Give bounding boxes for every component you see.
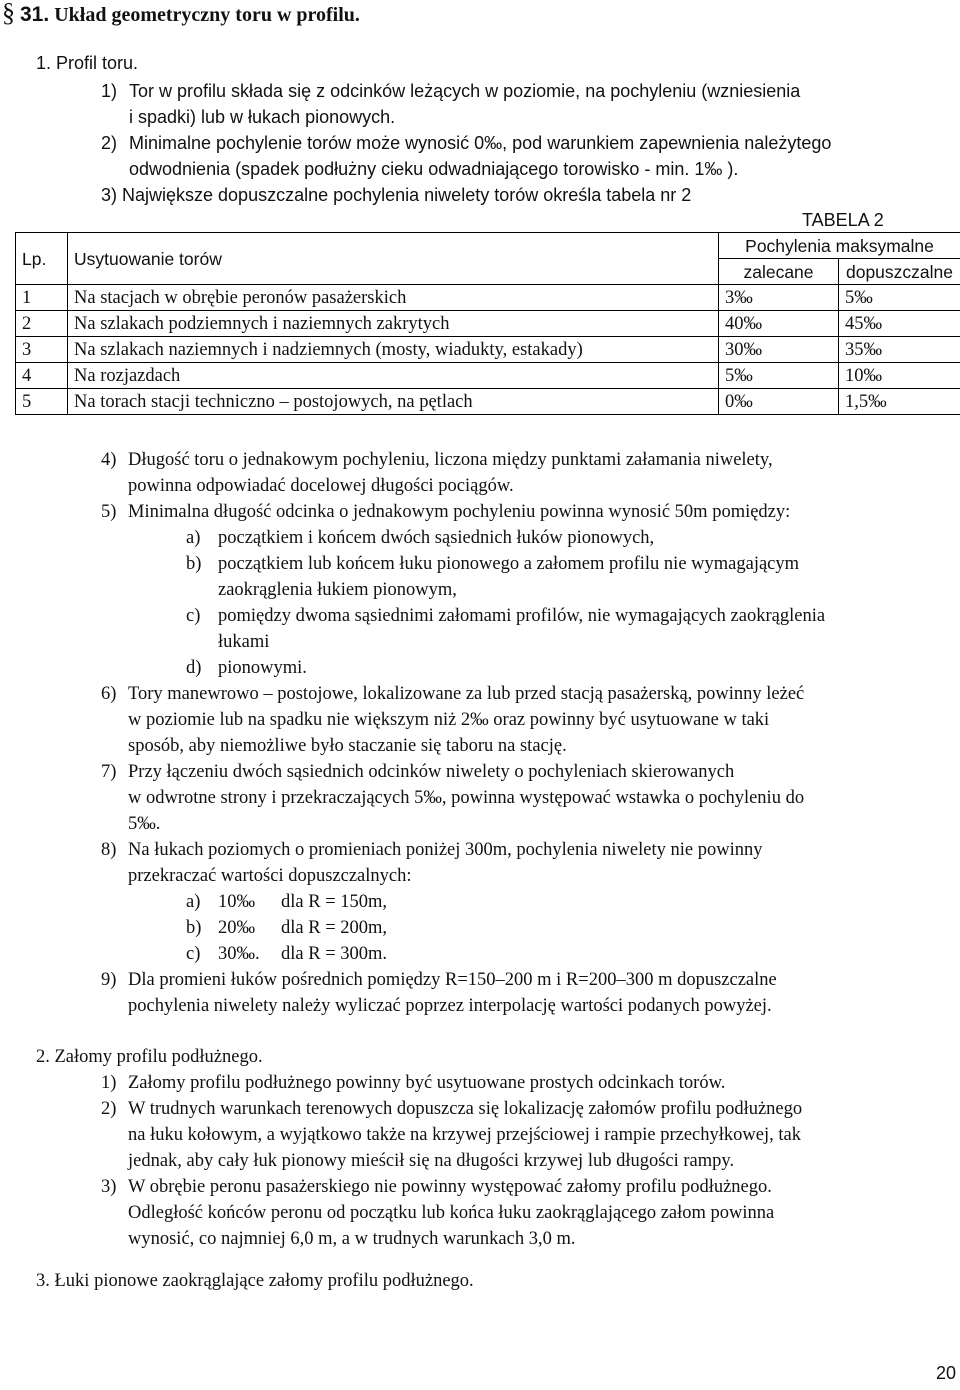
text-line: 5‰. [128, 814, 161, 834]
sub-label: a) [186, 528, 201, 548]
text-line: Tory manewrowo – postojowe, lokalizowane za lub przed stacją pasażerską, powinny leżeć [128, 684, 805, 704]
text-line: odwodnienia (spadek podłużny cieku odwadniającego torowisko - min. 1‰ ). [129, 159, 739, 179]
text-line: początkiem i końcem dwóch sąsiednich łuków pionowych, [218, 528, 655, 548]
cell-allowed: 10‰ [839, 363, 960, 389]
sub-label: c) [186, 944, 201, 964]
table-row [16, 311, 960, 337]
text-line: Długość toru o jednakowym pochyleniu, liczona między punktami załamania niwelety, [128, 450, 773, 470]
grade-condition: dla R = 300m. [281, 944, 388, 964]
grade-value: 30‰. [218, 944, 260, 964]
subsection-heading-2: 2. Załomy profilu podłużnego. [36, 1047, 263, 1067]
subsection-heading-3: 3. Łuki pionowe zaokrąglające załomy profilu podłużnego. [36, 1271, 474, 1291]
cell-recommended: 0‰ [719, 389, 839, 415]
paragraph-1-9 [128, 967, 956, 1019]
sub-label: b) [186, 554, 202, 574]
text-line: Na łukach poziomych o promieniach poniżej 300m, pochylenia niwelety nie powinny [128, 840, 763, 860]
grade-condition: dla R = 150m, [281, 892, 388, 912]
cell-recommended: 30‰ [719, 337, 839, 363]
paragraph-1-3: 3) Największe dopuszczalne pochylenia niwelety torów określa tabela nr 2 [101, 185, 692, 205]
cell-recommended: 3‰ [719, 285, 839, 311]
point-number: 2) [101, 1099, 117, 1119]
text-line: W obrębie peronu pasażerskiego nie powinny występować załomy profilu podłużnego. [128, 1177, 772, 1197]
cell-allowed: 35‰ [839, 337, 960, 363]
cell-lp: 4 [16, 363, 68, 389]
page-number: 20 [935, 1363, 956, 1383]
paragraph-2-2 [128, 1096, 956, 1174]
header-location: Usytuowanie torów [68, 233, 719, 285]
section-title [2, 0, 360, 28]
point-number: 5) [101, 502, 117, 522]
table-caption: TABELA 2 [802, 210, 884, 230]
text-line: Tor w profilu składa się z odcinków leżących w poziomie, na pochyleniu (wzniesienia [129, 81, 801, 101]
point-number: 7) [101, 762, 117, 782]
header-allowed: dopuszczalne [839, 259, 960, 285]
sub-label: c) [186, 606, 201, 626]
paragraph-2-1 [128, 1070, 725, 1096]
point-number: 2) [101, 133, 118, 153]
cell-lp: 2 [16, 311, 68, 337]
header-recommended: zalecane [719, 259, 839, 285]
point-number: 9) [101, 970, 117, 990]
point-number: 3) [101, 1177, 117, 1197]
paragraph-1-1 [129, 78, 959, 130]
table-row [16, 337, 960, 363]
header-lp: Lp. [16, 233, 68, 285]
cell-allowed: 45‰ [839, 311, 960, 337]
section-symbol: § [2, 0, 15, 27]
text-line: przekraczać wartości dopuszczalnych: [128, 866, 412, 886]
sub-label: b) [186, 918, 202, 938]
cell-allowed: 5‰ [839, 285, 960, 311]
cell-lp: 1 [16, 285, 68, 311]
paragraph-1-6 [128, 681, 956, 759]
text-line: w odwrotne strony i przekraczających 5‰, powinna występować wstawka o pochyleniu do [128, 788, 805, 808]
cell-location: Na szlakach naziemnych i nadziemnych (mosty, wiadukty, estakady) [68, 337, 719, 363]
cell-location: Na torach stacji techniczno – postojowych, na pętlach [68, 389, 719, 415]
text-line: Dla promieni łuków pośrednich pomiędzy R=150–200 m i R=200–300 m dopuszczalne [128, 970, 777, 990]
header-max-grade: Pochylenia maksymalne [719, 233, 960, 259]
grade-condition: dla R = 200m, [281, 918, 388, 938]
text-line: zaokrąglenia łukiem pionowym, [218, 580, 457, 600]
table-row [16, 285, 960, 311]
cell-recommended: 5‰ [719, 363, 839, 389]
sub-label: d) [186, 658, 202, 678]
text-line: łukami [218, 632, 270, 652]
grade-table [15, 232, 960, 415]
text-line: W trudnych warunkach terenowych dopuszcza się lokalizację załomów profilu podłużnego [128, 1099, 803, 1119]
paragraph-1-4 [128, 447, 956, 499]
sub-item-5b [218, 551, 956, 603]
text-line: w poziomie lub na spadku nie większym niż 2‰ oraz powinny być usytuowane w taki [128, 710, 770, 730]
sub-item-5d [218, 655, 307, 681]
sub-item-5c [218, 603, 956, 655]
text-line: pomiędzy dwoma sąsiednimi załomami profilów, nie wymagających zaokrąglenia [218, 606, 826, 626]
text-line: Załomy profilu podłużnego powinny być usytuowane prostych odcinkach torów. [128, 1073, 726, 1093]
subsection-heading-1: 1. Profil toru. [36, 53, 139, 73]
paragraph-2-3 [128, 1174, 956, 1252]
paragraph-1-7 [128, 759, 956, 837]
point-number: 4) [101, 450, 117, 470]
text-line: jednak, aby cały łuk pionowy mieścił się na długości krzywej lub długości rampy. [128, 1151, 735, 1171]
point-number: 8) [101, 840, 117, 860]
cell-recommended: 40‰ [719, 311, 839, 337]
cell-lp: 3 [16, 337, 68, 363]
table-row [16, 389, 960, 415]
text-line: Przy łączeniu dwóch sąsiednich odcinków niwelety o pochyleniach skierowanych [128, 762, 735, 782]
section-number: 31. [20, 3, 50, 26]
text-line: początkiem lub końcem łuku pionowego a załomem profilu nie wymagającym [218, 554, 800, 574]
cell-location: Na szlakach podziemnych i naziemnych zakrytych [68, 311, 719, 337]
text-line: pionowymi. [218, 658, 307, 678]
sub-item-5a [218, 525, 654, 551]
text-line: Minimalne pochylenie torów może wynosić 0‰, pod warunkiem zapewnienia należytego [129, 133, 832, 153]
point-number: 1) [101, 1073, 117, 1093]
cell-lp: 5 [16, 389, 68, 415]
cell-allowed: 1,5‰ [839, 389, 960, 415]
cell-location: Na rozjazdach [68, 363, 719, 389]
text-line: na łuku kołowym, a wyjątkowo także na krzywej przejściowej i rampie przechyłkowej, tak [128, 1125, 801, 1145]
paragraph-1-5: Minimalna długość odcinka o jednakowym pochyleniu powinna wynosić 50m pomiędzy: [128, 502, 791, 522]
text-line: pochylenia niwelety należy wyliczać poprzez interpolację wartości podanych powyżej. [128, 996, 772, 1016]
text-line: powinna odpowiadać docelowej długości pociągów. [128, 476, 514, 496]
cell-location: Na stacjach w obrębie peronów pasażerskich [68, 285, 719, 311]
table-header-row [16, 233, 960, 259]
grade-value: 20‰ [218, 918, 255, 938]
point-number: 1) [101, 81, 118, 101]
section-title-text: Układ geometryczny toru w profilu. [54, 4, 360, 26]
text-line: Odległość końców peronu od początku lub końca łuku zaokrąglającego załom powinna [128, 1203, 775, 1223]
paragraph-1-2 [129, 130, 959, 182]
text-line: wynosić, co najmniej 6,0 m, a w trudnych warunkach 3,0 m. [128, 1229, 576, 1249]
text-line: i spadki) lub w łukach pionowych. [129, 107, 396, 127]
text-line: sposób, aby niemożliwe było staczanie się taboru na stację. [128, 736, 567, 756]
sub-label: a) [186, 892, 201, 912]
point-number: 6) [101, 684, 117, 704]
grade-value: 10‰ [218, 892, 255, 912]
table-row [16, 363, 960, 389]
paragraph-1-8 [128, 837, 956, 889]
